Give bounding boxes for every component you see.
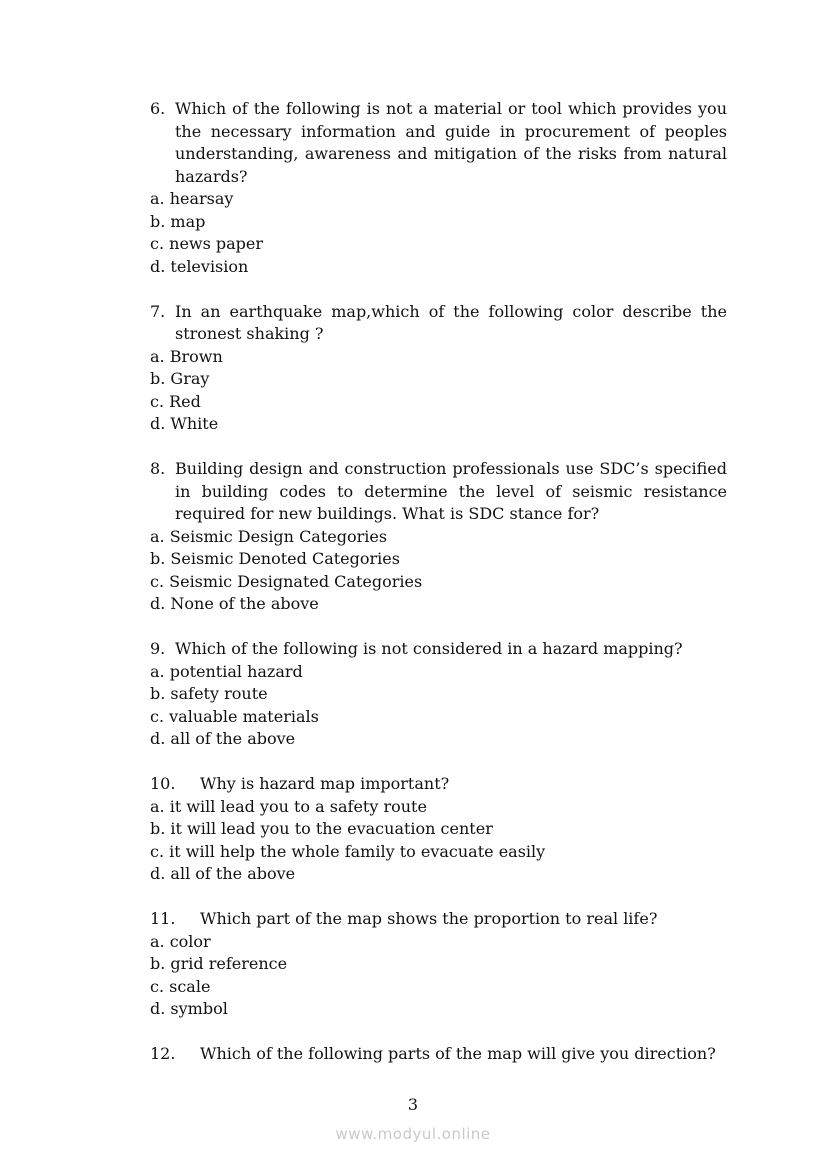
option-c: c. Red	[150, 391, 201, 411]
option-b: b. Gray	[150, 369, 210, 388]
option-b: b. it will lead you to the evacuation center	[150, 819, 493, 838]
question-9	[150, 638, 727, 751]
question-11	[150, 908, 727, 1021]
option-d: d. television	[150, 256, 249, 276]
option-d: d. all of the above	[150, 729, 296, 748]
option-a: a. potential hazard	[150, 661, 303, 681]
option-c: c. Seismic Designated Categories	[150, 571, 423, 591]
option-a: a. Brown	[150, 346, 223, 366]
watermark: www.modyul.online	[335, 1125, 491, 1143]
option-d: d. all of the above	[150, 864, 296, 883]
option-b: b. map	[150, 211, 206, 231]
option-d: d. symbol	[150, 999, 228, 1018]
option-c: c. news paper	[150, 234, 264, 253]
question-number: 6.	[150, 99, 166, 118]
option-b: b. Seismic Denoted Categories	[150, 549, 400, 568]
option-d: d. None of the above	[150, 594, 319, 613]
question-text: Why is hazard map important?	[200, 774, 450, 793]
question-text: Which part of the map shows the proportion to real life?	[200, 909, 658, 928]
question-7	[150, 301, 727, 436]
option-c: c. valuable materials	[150, 706, 319, 726]
question-number: 11.	[150, 909, 176, 928]
option-a: a. Seismic Design Categories	[150, 526, 388, 546]
question-text: In an earthquake map,which of the following color describe the stronest shaking ?	[175, 301, 727, 343]
option-c: c. scale	[150, 976, 211, 996]
option-b: b. safety route	[150, 684, 268, 703]
question-6	[150, 98, 727, 278]
page-number: 3	[407, 1095, 419, 1114]
question-number: 7.	[150, 301, 166, 321]
option-a: a. hearsay	[150, 189, 234, 208]
question-text: Which of the following is not considered in a hazard mapping?	[175, 639, 683, 658]
question-list	[150, 98, 727, 1088]
question-number: 9.	[150, 639, 166, 658]
question-text: Building design and construction professionals use SDC’s specified in building codes to determine the level of seismic resistance required for new buildings. What is SDC stance for?	[175, 459, 727, 523]
question-8	[150, 458, 727, 616]
question-text: Which of the following is not a material or tool which provides you the necessary information and guide in procurement of peoples understanding, awareness and mitigation of the risks from natural hazards?	[175, 99, 727, 186]
question-number: 8.	[150, 459, 166, 478]
question-10	[150, 773, 727, 886]
option-a: a. color	[150, 931, 211, 951]
question-12	[150, 1043, 727, 1066]
question-number: 10.	[150, 774, 176, 793]
option-b: b. grid reference	[150, 954, 288, 973]
question-number: 12.	[150, 1044, 176, 1063]
question-text: Which of the following parts of the map will give you direction?	[200, 1044, 716, 1063]
option-d: d. White	[150, 414, 219, 433]
option-c: c. it will help the whole family to evacuate easily	[150, 841, 546, 861]
option-a: a. it will lead you to a safety route	[150, 796, 427, 816]
